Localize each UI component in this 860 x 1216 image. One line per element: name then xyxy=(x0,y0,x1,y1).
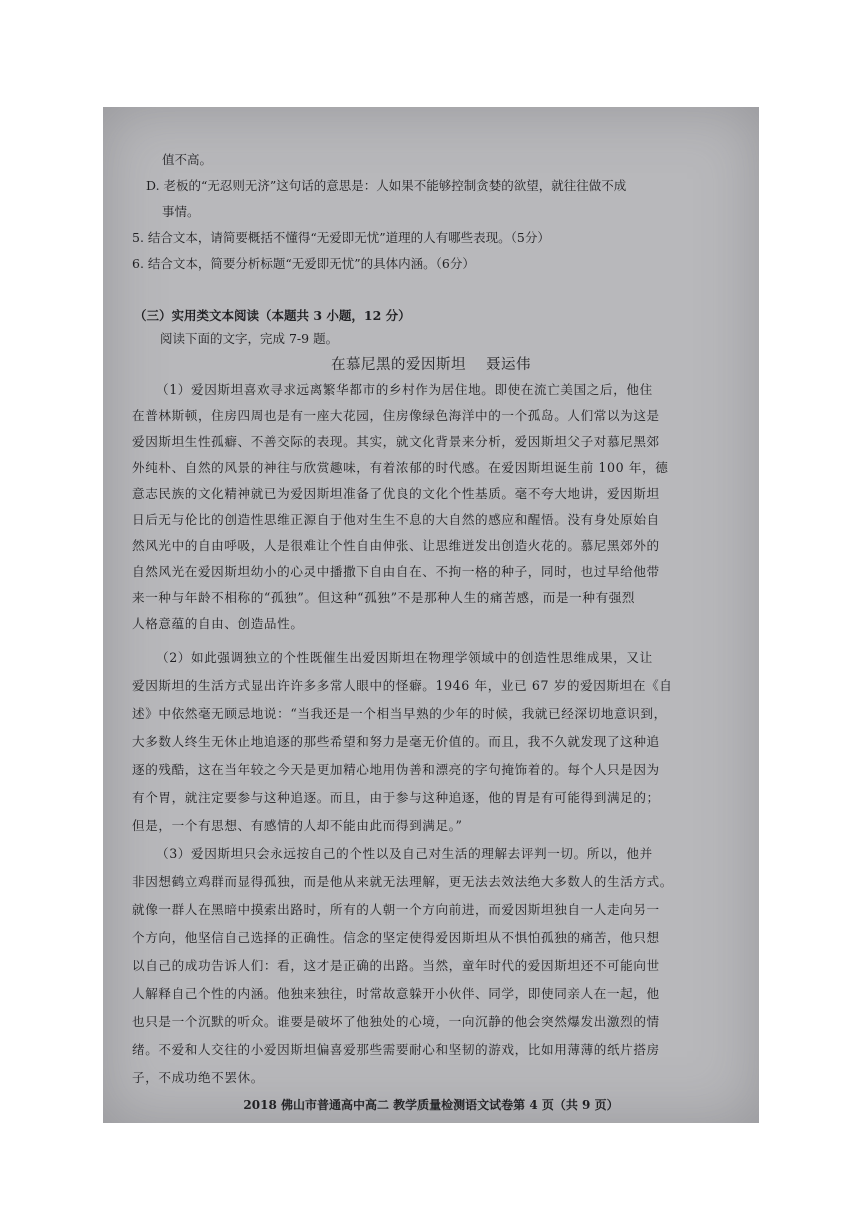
option-d-continuation: 事情。 xyxy=(162,204,200,219)
exam-page xyxy=(103,107,759,1123)
article-line: 述》中依然毫无顾忌地说：“当我还是一个相当早熟的少年的时候，我就已经深切地意识到， xyxy=(132,706,667,721)
article-line: （1）爱因斯坦喜欢寻求远离繁华都市的乡村作为居住地。即使在流亡美国之后，他住 xyxy=(156,382,653,397)
article-line: 人解释自己个性的内涵。他独来独往，时常故意躲开小伙伴、同学，即使同亲人在一起，他 xyxy=(132,986,660,1001)
article-line: 个方向，他坚信自己选择的正确性。信念的坚定使得爱因斯坦从不惧怕孤独的痛苦，他只想 xyxy=(132,930,660,945)
article-line: 非因想鹤立鸡群而显得孤独，而是他从来就无法理解，更无法去效法绝大多数人的生活方式。 xyxy=(132,874,673,889)
article-line: （2）如此强调独立的个性既催生出爱因斯坦在物理学领域中的创造性思维成果，又让 xyxy=(156,650,653,665)
section-instruction: 阅读下面的文字，完成 7-9 题。 xyxy=(160,331,339,346)
option-c-continuation: 值不高。 xyxy=(162,152,213,167)
section-heading: （三）实用类文本阅读（本题共 3 小题，12 分） xyxy=(134,308,411,323)
article-line: 然风光中的自由呼吸，人是很难让个性自由伸张、让思维迸发出创造火花的。慕尼黑郊外的 xyxy=(132,538,660,553)
article-line: 外纯朴、自然的风景的神往与欣赏趣味，有着浓郁的时代感。在爱因斯坦诞生前 100 年，德 xyxy=(132,460,669,475)
article-line: 在普林斯顿，住房四周也是有一座大花园，住房像绿色海洋中的一个孤岛。人们常以为这是 xyxy=(132,408,660,423)
article-line: 子，不成功绝不罢休。 xyxy=(132,1070,264,1085)
article-title-line xyxy=(103,355,759,375)
question-6: 6. 结合文本，简要分析标题“无爱即无忧”的具体内涵。（6分） xyxy=(132,256,475,271)
question-5: 5. 结合文本，请简要概括不懂得“无爱即无忧”道理的人有哪些表现。（5分） xyxy=(132,230,550,245)
article-author: 聂运伟 xyxy=(486,357,531,373)
article-line: 也只是一个沉默的听众。谁要是破坏了他独处的心境，一向沉静的他会突然爆发出激烈的情 xyxy=(132,1014,660,1029)
article-line: 人格意蕴的自由、创造品性。 xyxy=(132,616,304,631)
article-line: 意志民族的文化精神就已为爱因斯坦准备了优良的文化个性基质。毫不夸大地讲，爱因斯坦 xyxy=(132,486,660,501)
article-line: 大多数人终生无休止地追逐的那些希望和努力是毫无价值的。而且，我不久就发现了这种追 xyxy=(132,734,660,749)
article-line: 就像一群人在黑暗中摸索出路时，所有的人朝一个方向前进，而爱因斯坦独自一人走向另一 xyxy=(132,902,660,917)
article-line: 自然风光在爱因斯坦幼小的心灵中播撒下自由自在、不拘一格的种子，同时，也过早给他带 xyxy=(132,564,660,579)
article-line: 来一种与年龄不相称的“孤独”。但这种“孤独”不是那种人生的痛苦感，而是一种有强烈 xyxy=(132,590,636,605)
article-line: 绪。不爱和人交往的小爱因斯坦偏喜爱那些需要耐心和坚韧的游戏，比如用薄薄的纸片搭房 xyxy=(132,1042,660,1057)
article-line: （3）爱因斯坦只会永远按自己的个性以及自己对生活的理解去评判一切。所以，他并 xyxy=(156,846,653,861)
article-line: 爱因斯坦生性孤癖、不善交际的表现。其实，就文化背景来分析，爱因斯坦父子对慕尼黑郊 xyxy=(132,434,660,449)
article-line: 但是，一个有思想、有感情的人却不能由此而得到满足。” xyxy=(132,818,463,833)
article-title: 在慕尼黑的爱因斯坦 xyxy=(331,357,466,373)
article-line: 有个胃，就注定要参与这种追逐。而且，由于参与这种追逐，他的胃是有可能得到满足的； xyxy=(132,790,660,805)
article-line: 日后无与伦比的创造性思维正源自于他对生生不息的大自然的感应和醒悟。没有身处原始自 xyxy=(132,512,660,527)
article-line: 爱因斯坦的生活方式显出许许多多常人眼中的怪癖。1946 年，业已 67 岁的爱因斯坦在《自 xyxy=(132,678,673,693)
article-line: 逐的残酷，这在当年较之今天是更加精心地用伪善和漂亮的字句掩饰着的。每个人只是因为 xyxy=(132,762,660,777)
page-footer: 2018 佛山市普通高中高二 教学质量检测语文试卷第 4 页（共 9 页） xyxy=(243,1098,619,1112)
option-d: D. 老板的“无忍则无济”这句话的意思是：人如果不能够控制贪婪的欲望，就往往做不成 xyxy=(146,178,627,193)
article-line: 以自己的成功告诉人们：看，这才是正确的出路。当然，童年时代的爱因斯坦还不可能向世 xyxy=(132,958,660,973)
